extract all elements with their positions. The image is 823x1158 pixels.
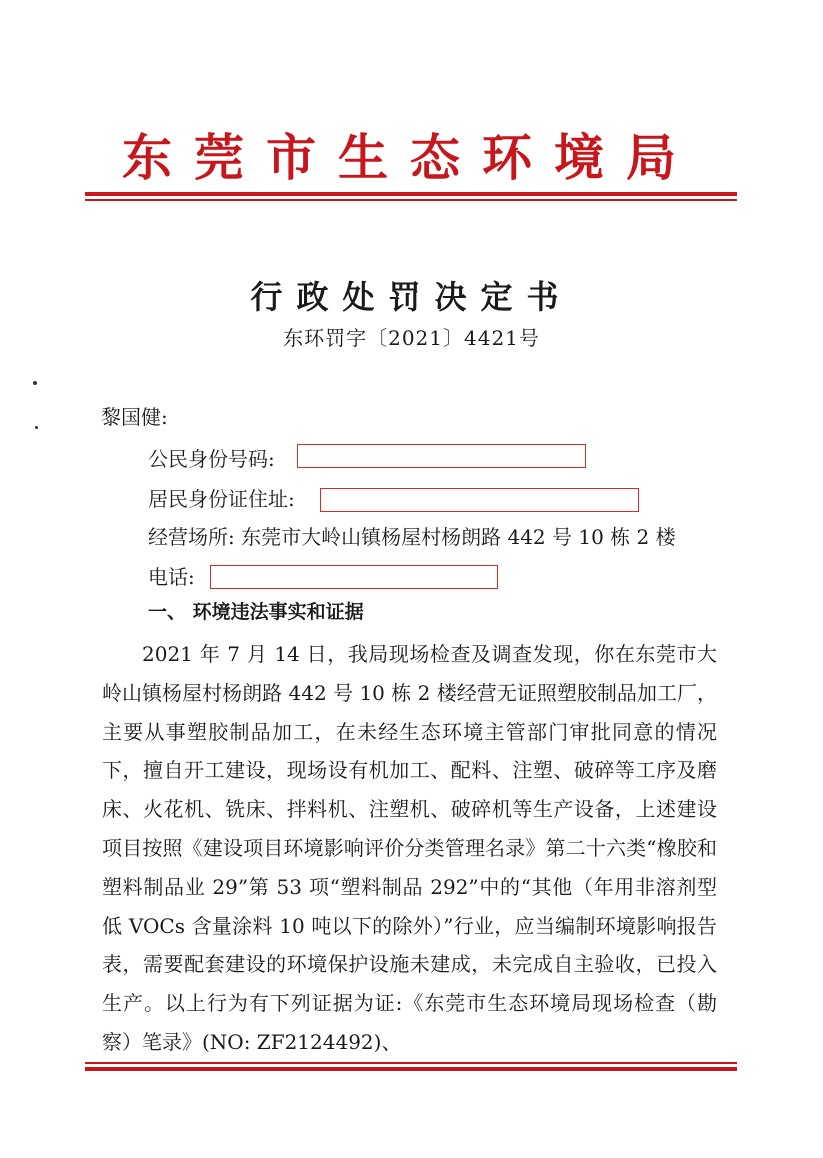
section-body: 2021 年 7 月 14 日，我局现场检查及调查发现，你在东莞市大岭山镇杨屋村杨朗路 442 号 10 栋 2 楼经营无证照塑胶制品加工厂，主要从事塑胶制品加工，在未经生态环境主管部门审批同意的情况下，擅自开工建设，现场设有机加工、配料、注塑、破碎等工序及磨床、火花机、铣床、拌料机、注塑机、破碎机等生产设备，上述建设项目按照《建设项目环境影响评价分类管理名录》第二十六类“橡胶和塑料制品业 29”第 53 项“塑料制品 292”中的“其他（年用非溶剂型低 VOCs 含量涂料 10 吨以下的除外）”行业，应当编制环境影响报告表，需要配套建设的环境保护设施未建成，未完成自主验收，已投入生产。以上行为有下列证据为证:《东莞市生态环境局现场检查（勘察）笔录》(NO: ZF2124492)、 [102, 642, 717, 1054]
address-label: 居民身份证住址: [148, 487, 295, 511]
id-number-label: 公民身份号码: [148, 447, 275, 471]
id-number-redaction [297, 444, 586, 468]
section-heading: 一、 环境违法事实和证据 [148, 601, 364, 623]
business-premises [148, 522, 676, 552]
recipient-name: 黎国健: [101, 405, 168, 429]
letterhead-rule-thin [85, 199, 737, 201]
business-label: 经营场所: [148, 525, 235, 549]
footer-rule-thin [85, 1062, 737, 1064]
letterhead-rule-thick [85, 192, 737, 196]
document-number: 东环罚字〔2021〕4421号 [283, 326, 540, 350]
agency-letterhead: 东莞市生态环境局 [122, 129, 698, 187]
scan-mark [35, 426, 38, 429]
document-title: 行政处罚决定书 [250, 278, 573, 316]
phone-redaction [210, 565, 498, 589]
business-address: 东莞市大岭山镇杨屋村杨朗路 442 号 10 栋 2 楼 [241, 525, 676, 549]
phone-label: 电话: [148, 565, 195, 589]
address-redaction [320, 488, 639, 512]
footer-rule-thick [85, 1067, 737, 1071]
scan-mark [33, 381, 37, 385]
